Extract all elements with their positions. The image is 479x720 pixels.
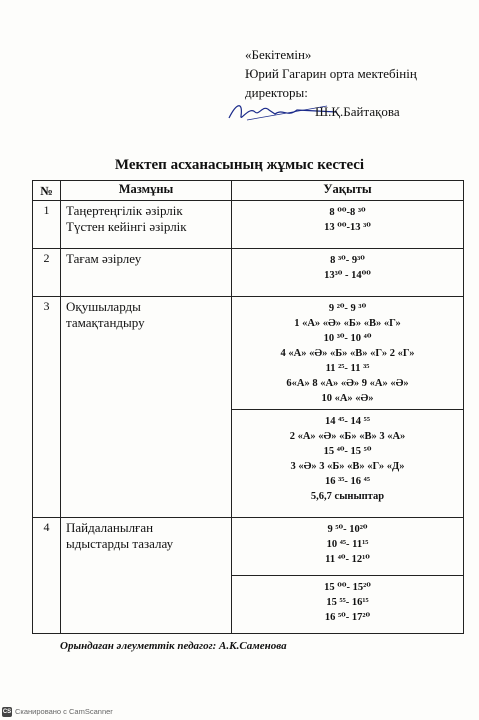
time-line: 14 ⁴⁵- 14 ⁵⁵ bbox=[325, 416, 370, 427]
table-header-row bbox=[33, 181, 464, 201]
row-content bbox=[61, 297, 232, 518]
row-time bbox=[232, 201, 464, 249]
table-row bbox=[33, 249, 464, 297]
scanner-label: Сканировано с CamScanner bbox=[15, 707, 113, 716]
row-number: 3 bbox=[33, 297, 61, 518]
camscanner-icon: CS bbox=[2, 708, 12, 715]
time-line: 6«А» 8 «А» «Ә» 9 «А» «Ә» bbox=[286, 378, 409, 389]
content-line: Пайдаланылған bbox=[66, 520, 154, 535]
time-line: 4 «А» «Ә» «Б» «В» «Г» 2 «Г» bbox=[280, 348, 415, 359]
content-line: Түстен кейінгі әзірлік bbox=[66, 219, 187, 234]
row-time bbox=[232, 249, 464, 297]
table-row bbox=[33, 201, 464, 249]
time-line: 16 ³⁵- 16 ⁴⁵ bbox=[325, 476, 370, 487]
schedule-table bbox=[32, 180, 464, 634]
time-line: 8 ³⁰- 9³⁰ bbox=[330, 255, 365, 266]
row-number: 1 bbox=[33, 201, 61, 249]
time-line: 10 ⁴⁵- 11¹⁵ bbox=[326, 539, 369, 550]
row-time bbox=[232, 297, 464, 410]
table-row bbox=[33, 518, 464, 576]
time-line: 9 ²⁰- 9 ³⁰ bbox=[328, 303, 367, 314]
time-line: 15 ⁰⁰- 15²⁰ bbox=[324, 582, 371, 593]
row-content bbox=[61, 518, 232, 634]
time-line: 1 «А» «Ә» «Б» «В» «Г» bbox=[294, 318, 401, 329]
page-title: Мектеп асханасының жұмыс кестесі bbox=[114, 157, 365, 173]
row-number: 2 bbox=[33, 249, 61, 297]
time-line: 9 ⁵⁰- 10²⁰ bbox=[327, 524, 368, 535]
approval-block bbox=[245, 45, 475, 121]
row-content bbox=[61, 249, 232, 297]
header-number: № bbox=[33, 181, 61, 201]
time-line: 13³⁰ - 14⁰⁰ bbox=[324, 270, 371, 281]
content-line: тамақтандыру bbox=[66, 315, 145, 330]
footer-signature: Орындаған әлеуметтік педагог: А.К.Саменова bbox=[60, 640, 287, 652]
row-number: 4 bbox=[33, 518, 61, 634]
signature-line bbox=[245, 102, 475, 121]
time-line: 10 «А» «Ә» bbox=[321, 393, 374, 404]
table-row bbox=[33, 297, 464, 410]
header-content: Мазмұны bbox=[61, 181, 232, 201]
time-line: 15 ⁵⁵- 16¹⁵ bbox=[326, 597, 369, 608]
header-time: Уақыты bbox=[232, 181, 464, 201]
content-line: ыдыстарды тазалау bbox=[66, 536, 174, 551]
time-line: 8 ⁰⁰-8 ³⁰ bbox=[329, 207, 366, 218]
approval-line2: Юрий Гагарин орта мектебінің bbox=[245, 66, 417, 81]
time-line: 2 «А» «Ә» «Б» «В» 3 «А» bbox=[289, 431, 406, 442]
time-line: 16 ⁵⁰- 17²⁰ bbox=[324, 612, 371, 623]
time-line: 15 ⁴⁰- 15 ⁵⁰ bbox=[323, 446, 372, 457]
director-name: Ш.Қ.Байтақова bbox=[315, 104, 400, 119]
time-line: 13 ⁰⁰-13 ³⁰ bbox=[324, 222, 371, 233]
content-line: Оқушыларды bbox=[66, 299, 141, 314]
content-line: Таңертеңгілік әзірлік bbox=[66, 203, 183, 218]
approval-line1: «Бекітемін» bbox=[245, 47, 312, 62]
time-line: 11 ⁴⁰- 12¹⁰ bbox=[325, 554, 370, 565]
row-time bbox=[232, 518, 464, 576]
time-line: 11 ²⁵- 11 ³⁵ bbox=[325, 363, 370, 374]
row-content bbox=[61, 201, 232, 249]
time-line: 5,6,7 сыныптар bbox=[310, 491, 385, 502]
time-line: 10 ³⁰- 10 ⁴⁰ bbox=[323, 333, 372, 344]
row-time bbox=[232, 410, 464, 518]
content-line: Тағам әзірлеу bbox=[66, 251, 142, 266]
row-time bbox=[232, 576, 464, 634]
approval-line3: директоры: bbox=[245, 85, 308, 100]
scanner-watermark bbox=[0, 703, 479, 720]
time-line: 3 «Ә» 3 «Б» «В» «Г» «Д» bbox=[290, 461, 405, 472]
